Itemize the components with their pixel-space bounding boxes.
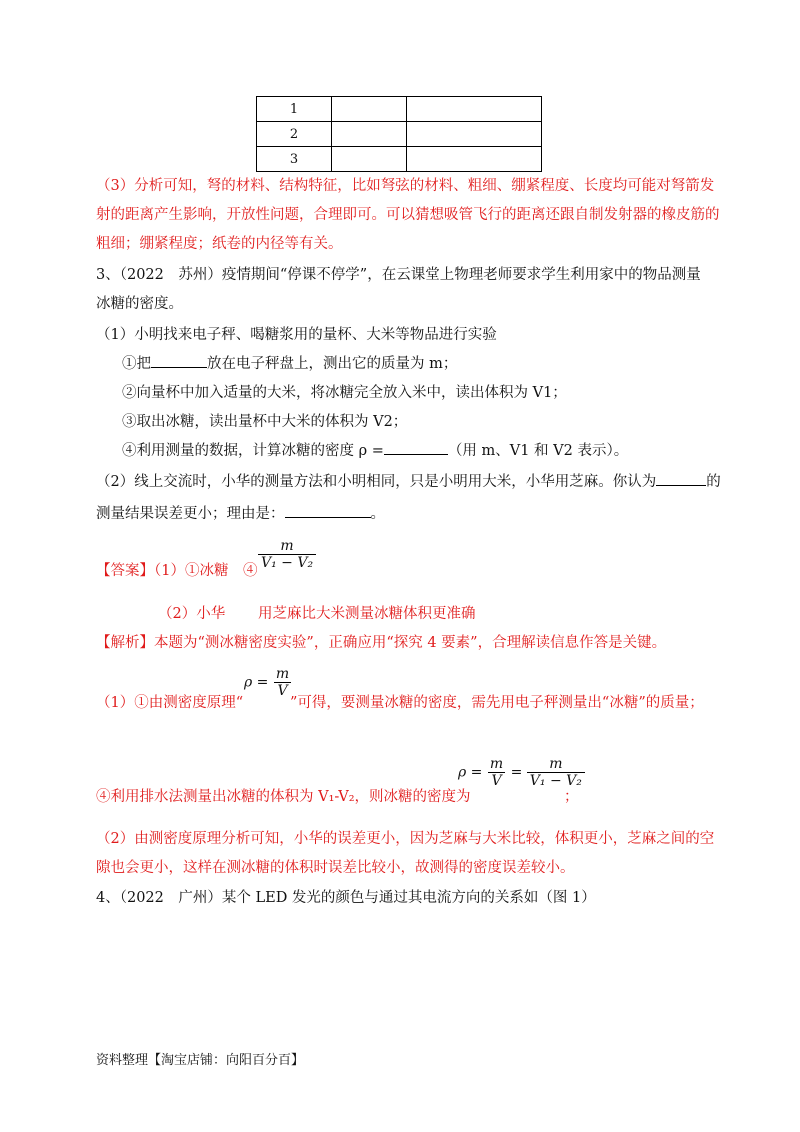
table-cell: 1 — [257, 97, 332, 122]
analysis-line-3: （2）由测密度原理分析可知，小华的误差更小，因为芝麻与大米比较，体积更小，芝麻之间的空 — [96, 831, 715, 847]
step-3: ③取出冰糖，读出量杯中大米的体积为 V2； — [122, 414, 408, 430]
table-cell — [407, 147, 542, 172]
prev-answer-line: 射的距离产生影响，开放性问题，合理即可。可以猜想吸管飞行的距离还跟自制发射器的橡皮筋的 — [96, 207, 720, 223]
reason-prefix: 测量结果误差更小；理由是： — [96, 506, 285, 522]
question-4-stem: 4、（2022 广州）某个 LED 发光的颜色与通过其电流方向的关系如（图 1） — [96, 890, 596, 906]
question-3-stem: 3、（2022 苏州）疫情期间“停课不停学”，在云课堂上物理老师要求学生利用家中的物品测量 — [96, 267, 701, 283]
fraction-m-over-v — [487, 756, 506, 789]
analysis-line-2-end: ； — [564, 789, 579, 805]
page-footer: 资料整理【淘宝店铺：向阳百分百】 — [96, 1053, 305, 1068]
question-3-part-2 — [96, 471, 721, 493]
formula-denominator: V₁ − V₂ — [527, 772, 585, 789]
analysis-line-2: ④利用排水法测量出冰糖的体积为 V₁-V₂，则冰糖的密度为 — [96, 789, 471, 805]
table-cell — [332, 122, 407, 147]
table-cell: 3 — [257, 147, 332, 172]
prev-answer-line: （3）分析可知，弩的材料、结构特征，比如弩弦的材料、粗细、绷紧程度、长度均可能对弩箭发 — [96, 178, 715, 194]
rho-symbol: ρ = — [458, 764, 483, 781]
question-3-stem-cont: 冰糖的密度。 — [96, 296, 183, 312]
equals-sign: = — [510, 764, 523, 781]
table-row — [257, 97, 542, 122]
answer-label: 【答案】 — [96, 563, 154, 579]
question-3-part-2-cont — [96, 503, 385, 525]
analysis-label: 【解析】 — [96, 635, 154, 651]
answer-blank — [285, 503, 371, 518]
question-3-part-1: （1）小明找来电子秤、喝糖浆用的量杯、大米等物品进行实验 — [96, 327, 497, 343]
step-2: ②向量杯中加入适量的大米，将冰糖完全放入米中，读出体积为 V1； — [122, 385, 567, 401]
table-cell — [332, 97, 407, 122]
analysis-text: 本题为“测冰糖密度实验”，正确应用“探究 4 要素”，合理解读信息作答是关键。 — [154, 635, 667, 651]
formula-numerator: m — [549, 756, 563, 772]
formula-denominator: V₁ − V₂ — [258, 554, 316, 571]
step-4 — [122, 440, 628, 462]
formula-denominator-v: V — [274, 682, 290, 699]
answer-blank — [656, 471, 706, 486]
table-cell: 2 — [257, 122, 332, 147]
table-cell — [407, 122, 542, 147]
answer-blank — [384, 440, 448, 455]
table-cell — [332, 147, 407, 172]
answer-part-2-reason: 用芝麻比大米测量冰糖体积更准确 — [258, 606, 476, 622]
density-derivation-formula — [458, 756, 585, 789]
analysis-line-4: 隙也会更小，这样在测冰糖的体积时误差比较小，故测得的密度误差较小。 — [96, 860, 575, 876]
analysis-intro — [96, 632, 666, 654]
answer-line-1 — [96, 560, 257, 582]
answer-blank — [151, 353, 207, 368]
answer-part-2: （2）小华 — [158, 606, 226, 622]
analysis-line-1-prefix: （1）①由测密度原理“ — [96, 695, 244, 711]
part-2-suffix: 的 — [706, 474, 721, 490]
formula-numerator: m — [275, 666, 290, 682]
data-table — [256, 96, 542, 172]
density-formula-answer — [258, 538, 316, 571]
step-1 — [122, 353, 457, 375]
table-row — [257, 122, 542, 147]
fraction-m-over-v1-v2 — [527, 756, 585, 789]
answer-part-1: （1）①冰糖 ④ — [154, 563, 258, 579]
formula-numerator: m — [489, 756, 504, 772]
rho-symbol: ρ = — [244, 674, 269, 691]
step-4-prefix: ④利用测量的数据，计算冰糖的密度 ρ = — [122, 443, 384, 459]
step-1-suffix: 放在电子秤盘上，测出它的质量为 m； — [207, 356, 458, 372]
analysis-line-1-suffix: ”可得，要测量冰糖的密度，需先用电子秤测量出“冰糖”的质量； — [290, 695, 704, 711]
formula-denominator-v: V — [488, 772, 504, 789]
table-cell — [407, 97, 542, 122]
density-principle-formula — [244, 666, 292, 699]
part-2-prefix: （2）线上交流时，小华的测量方法和小明相同，只是小明用大米，小华用芝麻。你认为 — [96, 474, 657, 490]
table-row — [257, 147, 542, 172]
step-1-prefix: ①把 — [122, 356, 151, 372]
step-4-suffix: （用 m、V1 和 V2 表示）。 — [447, 443, 629, 459]
reason-suffix: 。 — [370, 506, 385, 522]
formula-numerator: m — [280, 538, 294, 554]
prev-answer-line: 粗细；绷紧程度；纸卷的内径等有关。 — [96, 236, 343, 252]
